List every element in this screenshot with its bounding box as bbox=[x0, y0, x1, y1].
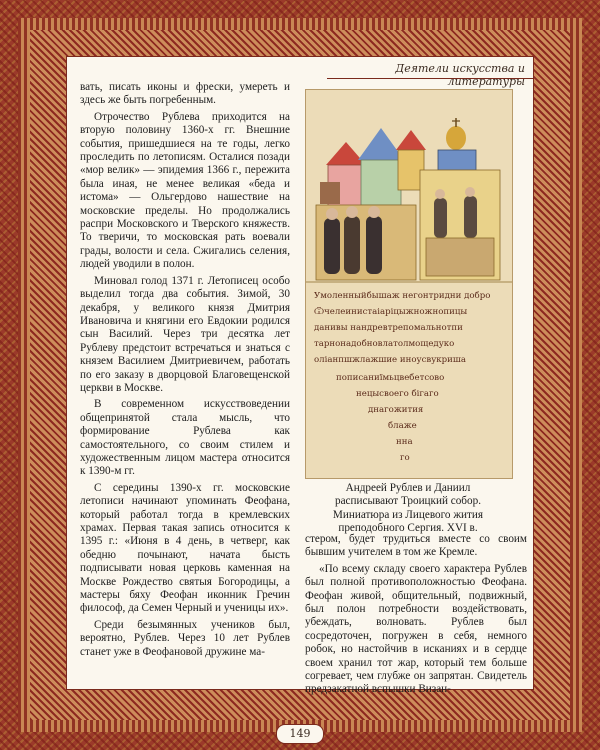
paragraph: В современном искусствоведении общепринятой стала мысль, что формирование Рублева как самостоятельного, со своим стилем и художественным лицом мастера относится к 1390-м гг. bbox=[80, 398, 290, 478]
paragraph: С середины 1390-х гг. московские летописи начинают упоминать Феофана, который работал тогда в кремлевских храмах. Первая такая запись относится к 1395 г.: «Июня в 4 день, в четверг, как обедню почынают, начата бысть подписывати новая церковь каменная на Москве Рождество святыя Богородицы, а мастеры бяху Феофан иконник Гречин философ, да Семен Черный и ученицы их». bbox=[80, 481, 290, 615]
page-content bbox=[66, 56, 534, 696]
manuscript-line: пописаниїмьцвебетсово bbox=[336, 373, 445, 383]
manuscript-line: нецысвоего бігаго bbox=[356, 389, 439, 399]
manuscript-line: блаже bbox=[388, 421, 417, 431]
manuscript-line: тарнонадобновлатолмощедуко bbox=[314, 339, 455, 349]
running-title: Деятели искусства и литературы bbox=[327, 57, 533, 79]
page-number: 149 bbox=[276, 724, 324, 744]
paragraph: «По всему складу своего характера Рублев был полной противоположностью Феофана. Феофан живой, общительный, подвижный, был полон потребности воздействовать, убеждать, волновать. Рублев был сосредоточен, погружен в себя, немного робок, но настойчив в исканиях и в сердце своем хранил тот жар, который тем больше согревает, чем глубже он запрятан. Свидетель предзакатной вспышки Визан- bbox=[305, 562, 527, 696]
dome-shape bbox=[446, 126, 466, 150]
right-column bbox=[305, 533, 527, 700]
caption-line: преподобного Сергия. XVI в. bbox=[338, 522, 478, 535]
manuscript-line: днагожития bbox=[368, 405, 424, 415]
left-column bbox=[80, 81, 290, 662]
paragraph: вать, писать иконы и фрески, умереть и здесь же быть погребенным. bbox=[80, 81, 290, 107]
figure-caption bbox=[305, 482, 511, 536]
paragraph: стером, будет трудиться вместе со своим бывшим учителем в том же Кремле. bbox=[305, 533, 527, 559]
paragraph: Среди безымянных учеников был, вероятно, Рублев. Через 10 лет Рублев станет уже в Феофановой дружине ма- bbox=[80, 618, 290, 658]
manuscript-line: го bbox=[400, 453, 410, 463]
miniature-svg bbox=[306, 90, 512, 478]
caption-line: Андреей Рублев и Даниил bbox=[345, 482, 471, 494]
manuscript-line: Умоленныйбышаж негонтридни добро bbox=[314, 291, 491, 301]
manuscript-line: нна bbox=[396, 437, 413, 447]
manuscript-line: данивы нандревтрепомальнотпи bbox=[314, 323, 463, 333]
paragraph: Миновал голод 1371 г. Летописец особо выделил тогда два события. Зимой, 30 декабря, у великого князя Дмитрия Ивановича и княгини его Евдокии родился сын Василий. Через три десятка лет Рублеву предстоит встречаться и знаться с князем Василием Дмитриевичем, работать по его заказу в дворцовой Благовещенской церкви в Москве. bbox=[80, 274, 290, 394]
manuscript-line: оліанпшжлажшие иноусвукриша bbox=[314, 355, 466, 365]
caption-line: Миниатюра из Лицевого жития bbox=[332, 508, 484, 521]
manuscript-line: Ѿчелеинистаіаріцыжножнопицы bbox=[314, 307, 468, 317]
caption-line: расписывают Троицкий собор. bbox=[335, 495, 481, 508]
paragraph: Отрочество Рублева приходится на вторую половину 1360-х гг. Внешние события, пришедшиеся на те годы, легко проследить по летописям. Осталися позади «мор велик» — эпидемия 1366 г., пережита была иная, не менее великая «беда и истома» — Ольгердово нашествие на московские пределы. Но продолжались распри Московского и Тверского княжеств. То тверичи, то московская рать воевали грады, волости и села. Сжигались селения, людей уводили в полон. bbox=[80, 110, 290, 271]
miniature-illustration bbox=[305, 89, 513, 479]
tower-shape bbox=[361, 160, 401, 205]
